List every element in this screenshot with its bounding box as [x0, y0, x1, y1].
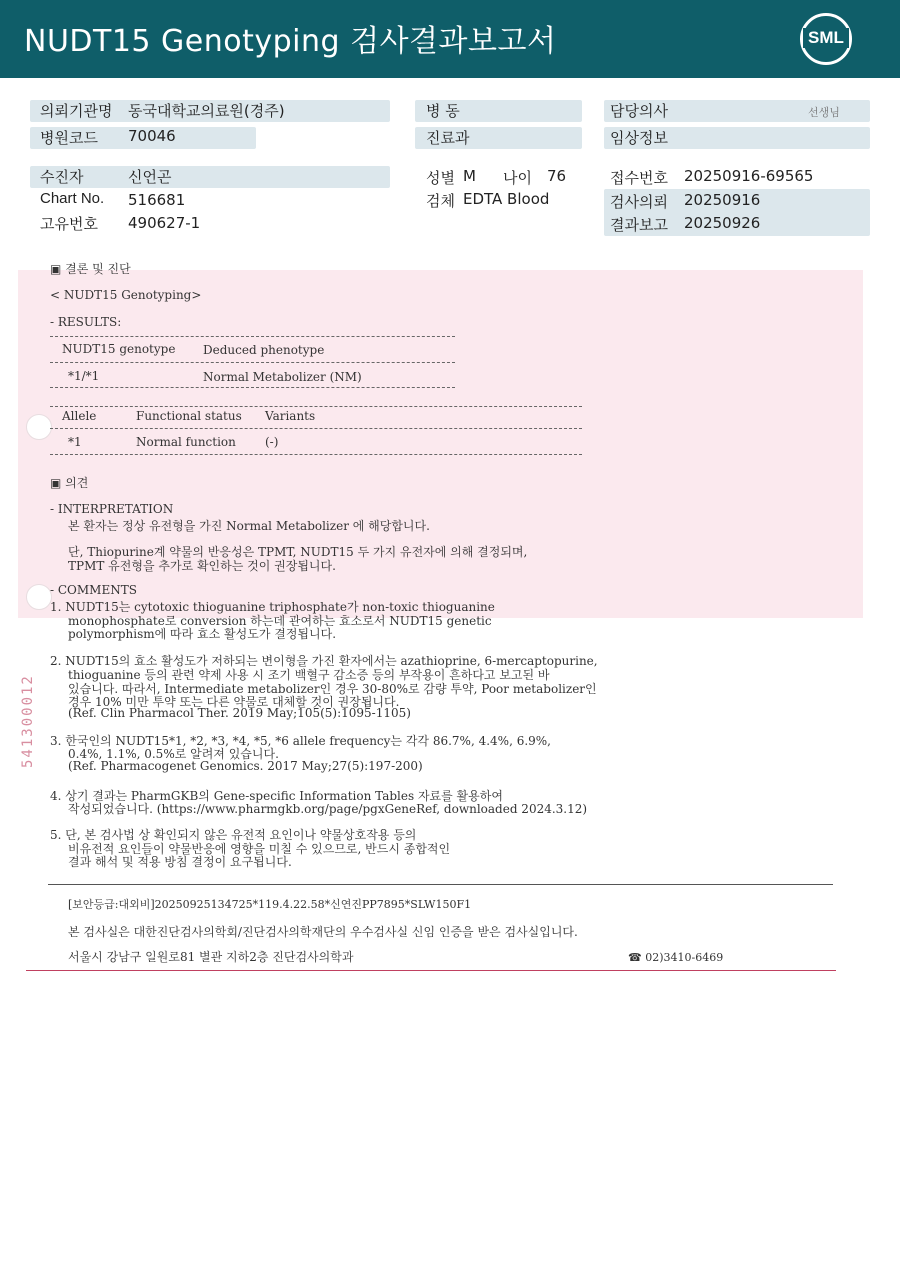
patient-label: 수진자 [40, 168, 84, 186]
report-title: NUDT15 Genotyping 검사결과보고서 [24, 24, 557, 59]
specimen-label: 검체 [426, 192, 455, 210]
patient-bar [30, 166, 390, 188]
comment-line: 경우 10% 미만 투약 또는 다른 약물로 대체할 것이 권장됩니다. [68, 695, 400, 709]
table1-col-genotype: NUDT15 genotype [62, 342, 176, 356]
comment-line: (Ref. Clin Pharmacol Ther. 2019 May;105(5):1095-1105) [68, 706, 411, 720]
ward-label: 병 동 [426, 102, 460, 120]
section-opinion-heading: ▣ 의견 [50, 476, 89, 490]
hospital-code-value: 70046 [128, 127, 176, 145]
result-value: 20250926 [684, 214, 761, 232]
table2-col-allele: Allele [62, 409, 97, 423]
dashed-rule [50, 406, 582, 407]
reception-label: 접수번호 [610, 169, 668, 187]
age-label: 나이 [503, 169, 532, 187]
dashed-rule [50, 454, 582, 455]
table2-col-functional-status: Functional status [136, 409, 242, 423]
comment-line: monophosphate로 conversion 하는데 관여하는 효소로서 NUDT15 genetic [68, 614, 492, 628]
comment-line: 0.4%, 1.1%, 0.5%로 알려져 있습니다. [68, 747, 279, 761]
chart-value: 516681 [128, 191, 186, 209]
comment-line: 결과 해석 및 적용 방침 결정이 요구됩니다. [68, 855, 292, 869]
comment-line: 2. NUDT15의 효소 활성도가 저하되는 변이형을 가진 환자에서는 azathioprine, 6-mercaptopurine, [50, 654, 598, 668]
bottom-red-rule [26, 970, 836, 971]
request-value: 20250916 [684, 191, 761, 209]
table1-genotype-value: *1/*1 [68, 369, 100, 383]
doctor-suffix: 선생님 [808, 106, 840, 119]
table1-col-phenotype: Deduced phenotype [203, 343, 325, 357]
comment-line: 4. 상기 결과는 PharmGKB의 Gene-specific Information Tables 자료를 활용하여 [50, 789, 503, 803]
dashed-rule [50, 362, 455, 363]
dashed-rule [50, 336, 455, 337]
punch-hole [26, 414, 52, 440]
comment-line: thioguanine 등의 관련 약제 사용 시 조기 백혈구 감소증 등의 부작용이 흔하다고 보고된 바 [68, 668, 550, 682]
table2-allele-value: *1 [68, 435, 82, 449]
table2-variants-value: (-) [265, 435, 279, 449]
doctor-label: 담당의사 [610, 102, 668, 120]
comments-heading: - COMMENTS [50, 583, 137, 597]
result-label: 결과보고 [610, 216, 668, 234]
table2-status-value: Normal function [136, 435, 236, 449]
clinical-info-label: 임상정보 [610, 129, 668, 147]
comment-line: 5. 단, 본 검사법 상 확인되지 않은 유전적 요인이나 약물상호작용 등의 [50, 828, 417, 842]
comment-line: 작성되었습니다. (https://www.pharmgkb.org/page/pgxGeneRef, downloaded 2024.3.12) [68, 802, 588, 816]
lab-address: 서울시 강남구 일원로81 별관 지하2층 진단검사의학과 [68, 950, 354, 964]
interpretation-line: 본 환자는 정상 유전형을 가진 Normal Metabolizer 에 해당합니다. [68, 519, 430, 533]
side-id-stamp: 541300012 [20, 674, 36, 768]
section-conclusion-heading: ▣ 결론 및 진단 [50, 262, 131, 276]
request-label: 검사의뢰 [610, 193, 668, 211]
table2-col-variants: Variants [265, 409, 316, 423]
dashed-rule [50, 387, 455, 388]
institution-value: 동국대학교의료원(경주) [128, 102, 285, 120]
report-header [0, 0, 900, 78]
institution-label: 의뢰기관명 [40, 102, 113, 120]
comment-line: (Ref. Pharmacogenet Genomics. 2017 May;27(5):197-200) [68, 759, 423, 773]
specimen-value: EDTA Blood [463, 190, 550, 208]
comment-line: 비유전적 요인들이 약물반응에 영향을 미칠 수 있으므로, 반드시 종합적인 [68, 842, 451, 856]
punch-hole [26, 584, 52, 610]
certification-note: 본 검사실은 대한진단검사의학회/진단검사의학재단의 우수검사실 신임 인증을 받은 검사실입니다. [68, 925, 578, 939]
age-value: 76 [547, 167, 567, 185]
interpretation-heading: - INTERPRETATION [50, 502, 174, 516]
sex-label: 성별 [426, 169, 455, 187]
chart-label: Chart No. [40, 190, 105, 207]
interpretation-line: 단, Thiopurine계 약물의 반응성은 TPMT, NUDT15 두 가지 유전자에 의해 결정되며, [68, 545, 528, 559]
sex-value: M [463, 167, 476, 185]
security-stamp: [보안등급:대외비]20250925134725*119.4.22.58*신연진PP7895*SLW150F1 [68, 898, 472, 911]
footer-rule [48, 884, 833, 885]
comment-line: polymorphism에 따라 효소 활성도가 결정됩니다. [68, 627, 337, 641]
sml-logo [800, 13, 852, 65]
interpretation-line: TPMT 유전형을 추가로 확인하는 것이 권장됩니다. [68, 559, 336, 573]
comment-line: 1. NUDT15는 cytotoxic thioguanine triphosphate가 non-toxic thioguanine [50, 600, 495, 614]
dashed-rule [50, 428, 582, 429]
test-name: < NUDT15 Genotyping> [50, 288, 202, 302]
comment-line: 3. 한국인의 NUDT15*1, *2, *3, *4, *5, *6 allele frequency는 각각 86.7%, 4.4%, 6.9%, [50, 734, 551, 748]
hospital-code-label: 병원코드 [40, 129, 98, 147]
department-label: 진료과 [426, 129, 470, 147]
logo-text: SML [803, 28, 849, 48]
reception-value: 20250916-69565 [684, 167, 814, 185]
unique-value: 490627-1 [128, 214, 201, 232]
scanned-report [0, 248, 900, 988]
unique-label: 고유번호 [40, 215, 98, 233]
patient-value: 신언곤 [128, 168, 172, 186]
table1-phenotype-value: Normal Metabolizer (NM) [203, 370, 362, 384]
comment-line: 있습니다. 따라서, Intermediate metabolizer인 경우 30-80%로 감량 투약, Poor metabolizer인 [68, 682, 597, 696]
lab-phone: ☎ 02)3410-6469 [628, 951, 724, 964]
results-heading: - RESULTS: [50, 315, 122, 329]
